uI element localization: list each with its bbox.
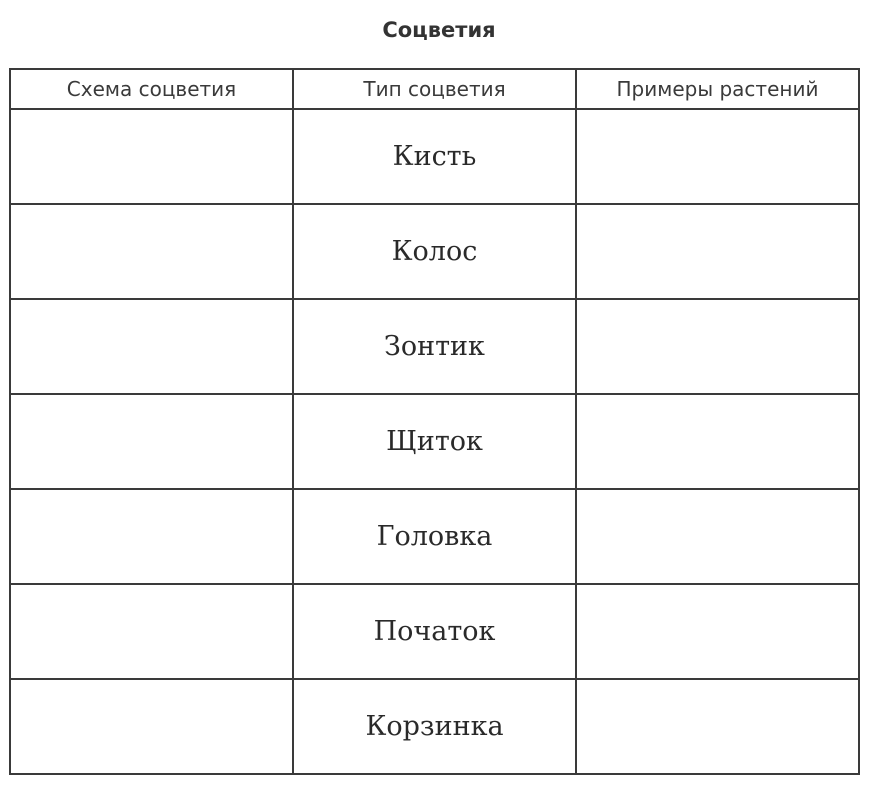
header-type: Тип соцветия — [293, 69, 576, 109]
examples-cell[interactable] — [576, 489, 859, 584]
scheme-cell[interactable] — [10, 109, 293, 204]
table-row — [10, 204, 859, 299]
table-row — [10, 489, 859, 584]
scheme-cell[interactable] — [10, 394, 293, 489]
type-cell: Головка — [293, 489, 576, 584]
table-row — [10, 109, 859, 204]
table-row — [10, 299, 859, 394]
type-cell: Корзинка — [293, 679, 576, 774]
examples-cell[interactable] — [576, 204, 859, 299]
scheme-cell[interactable] — [10, 679, 293, 774]
type-cell: Початок — [293, 584, 576, 679]
examples-cell[interactable] — [576, 299, 859, 394]
scheme-cell[interactable] — [10, 584, 293, 679]
examples-cell[interactable] — [576, 109, 859, 204]
scheme-cell[interactable] — [10, 489, 293, 584]
document-title: Соцветия — [382, 18, 496, 42]
table-row — [10, 394, 859, 489]
type-cell: Щиток — [293, 394, 576, 489]
type-cell: Зонтик — [293, 299, 576, 394]
inflorescence-table — [9, 68, 860, 775]
table-header-row — [10, 69, 859, 109]
scheme-cell[interactable] — [10, 299, 293, 394]
header-scheme: Схема соцветия — [10, 69, 293, 109]
type-cell: Кисть — [293, 109, 576, 204]
examples-cell[interactable] — [576, 679, 859, 774]
table-row — [10, 584, 859, 679]
type-cell: Колос — [293, 204, 576, 299]
header-examples: Примеры растений — [576, 69, 859, 109]
scheme-cell[interactable] — [10, 204, 293, 299]
examples-cell[interactable] — [576, 394, 859, 489]
examples-cell[interactable] — [576, 584, 859, 679]
table-row — [10, 679, 859, 774]
